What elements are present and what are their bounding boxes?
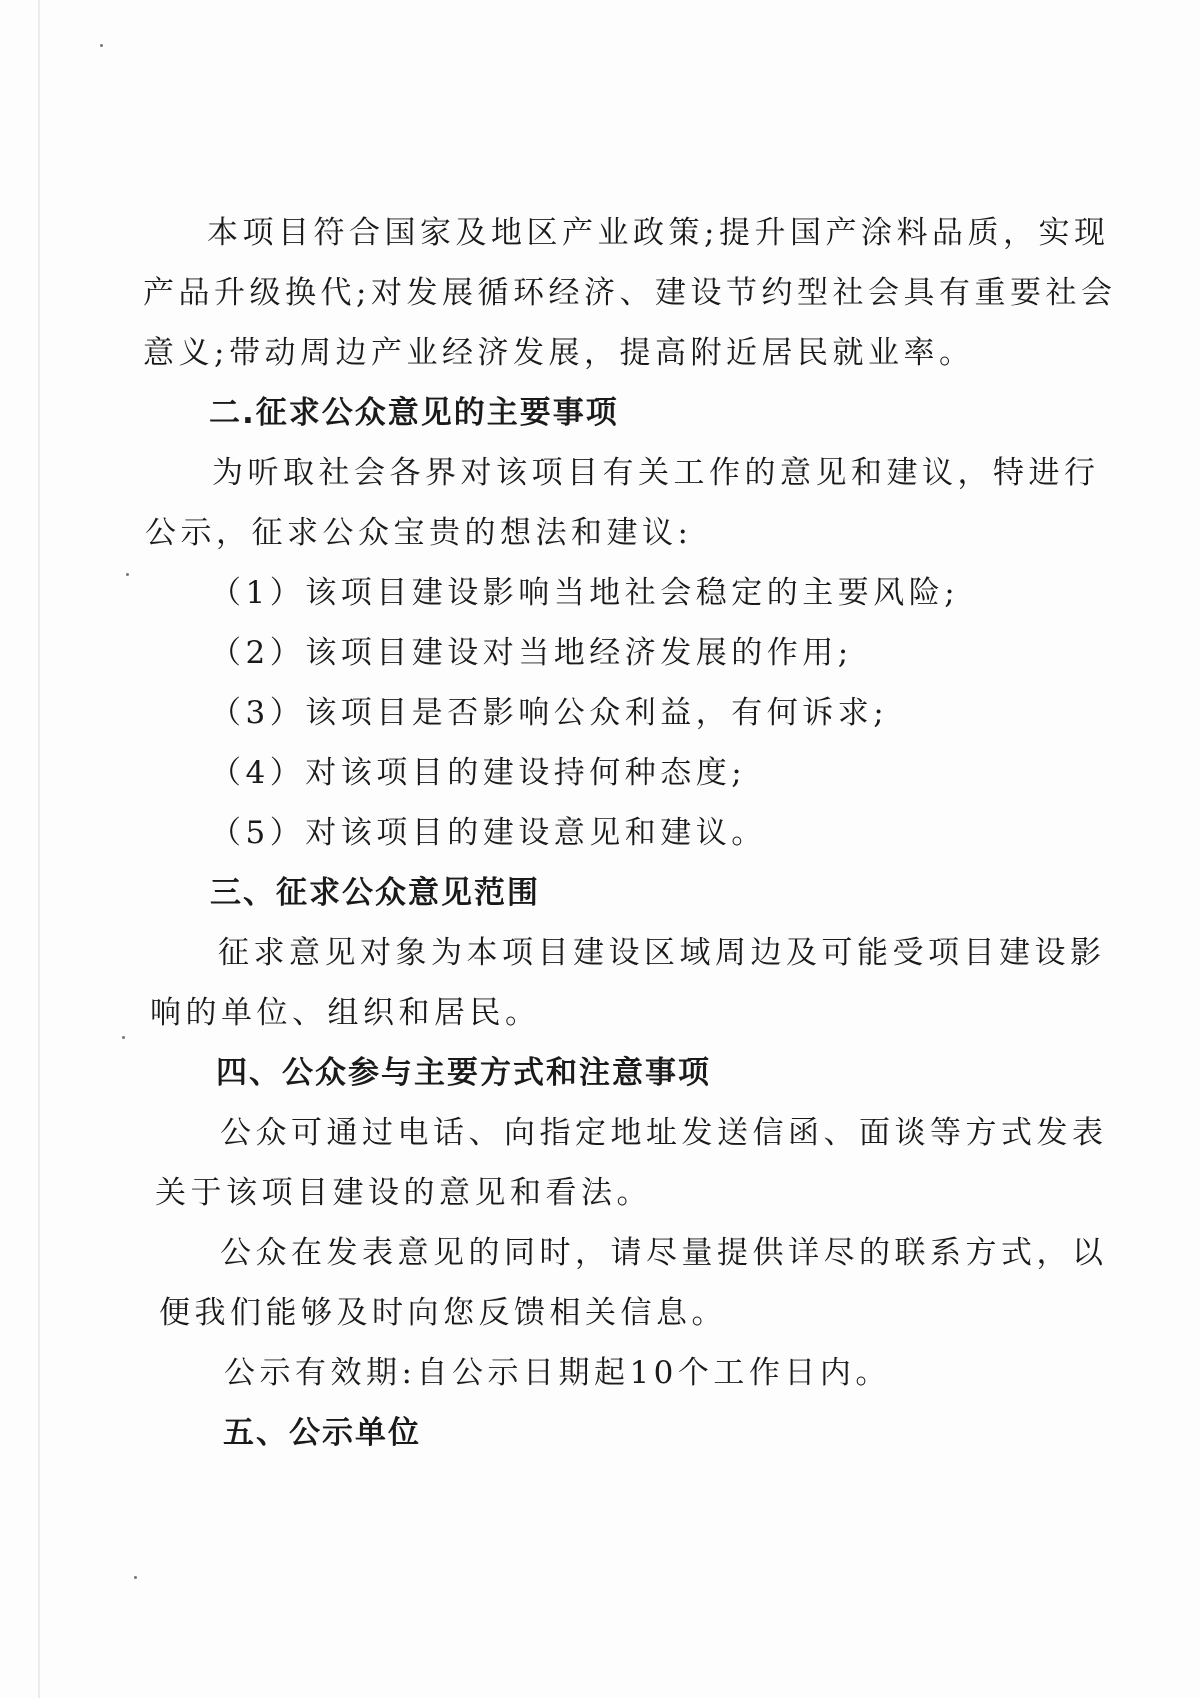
list-item-4: （4）对该项目的建设持何种态度; [210,755,747,791]
section2-heading: 二.征求公众意见的主要事项 [209,395,619,431]
scan-speck [126,573,129,576]
intro-line-2: 产品升级换代;对发展循环经济、建设节约型社会具有重要社会 [143,275,1117,311]
scan-edge-shadow [38,0,40,1698]
section3-para-line-2: 响的单位、组织和居民。 [150,995,541,1031]
section4-validity: 公示有效期:自公示日期起10个工作日内。 [224,1355,891,1391]
scan-speck [134,1576,137,1579]
section2-para-line-2: 公示，征求公众宝贵的想法和建议: [145,515,693,551]
intro-line-3: 意义;带动周边产业经济发展，提高附近居民就业率。 [143,335,975,371]
section4-para2-line-1: 公众在发表意见的同时，请尽量提供详尽的联系方式，以 [220,1235,1108,1271]
list-item-3: （3）该项目是否影响公众利益，有何诉求; [210,695,889,731]
section3-para-line-1: 征求意见对象为本项目建设区域周边及可能受项目建设影 [218,935,1106,971]
section5-heading: 五、公示单位 [223,1415,421,1451]
scan-speck [100,44,103,47]
list-item-2: （2）该项目建设对当地经济发展的作用; [210,635,853,671]
list-item-1: （1）该项目建设影响当地社会稳定的主要风险; [210,575,960,611]
section4-para1-line-2: 关于该项目建设的意见和看法。 [155,1175,652,1211]
section4-para1-line-1: 公众可通过电话、向指定地址发送信函、面谈等方式发表 [220,1115,1108,1151]
section2-para-line-1: 为听取社会各界对该项目有关工作的意见和建议，特进行 [212,455,1100,491]
scan-speck [122,1036,125,1039]
list-item-5: （5）对该项目的建设意见和建议。 [210,815,767,851]
intro-line-1: 本项目符合国家及地区产业政策;提升国产涂料品质，实现 [207,215,1110,251]
section4-para2-line-2: 便我们能够及时向您反馈相关信息。 [159,1295,727,1331]
section4-heading: 四、公众参与主要方式和注意事项 [216,1055,711,1091]
section3-heading: 三、征求公众意见范围 [210,875,540,911]
